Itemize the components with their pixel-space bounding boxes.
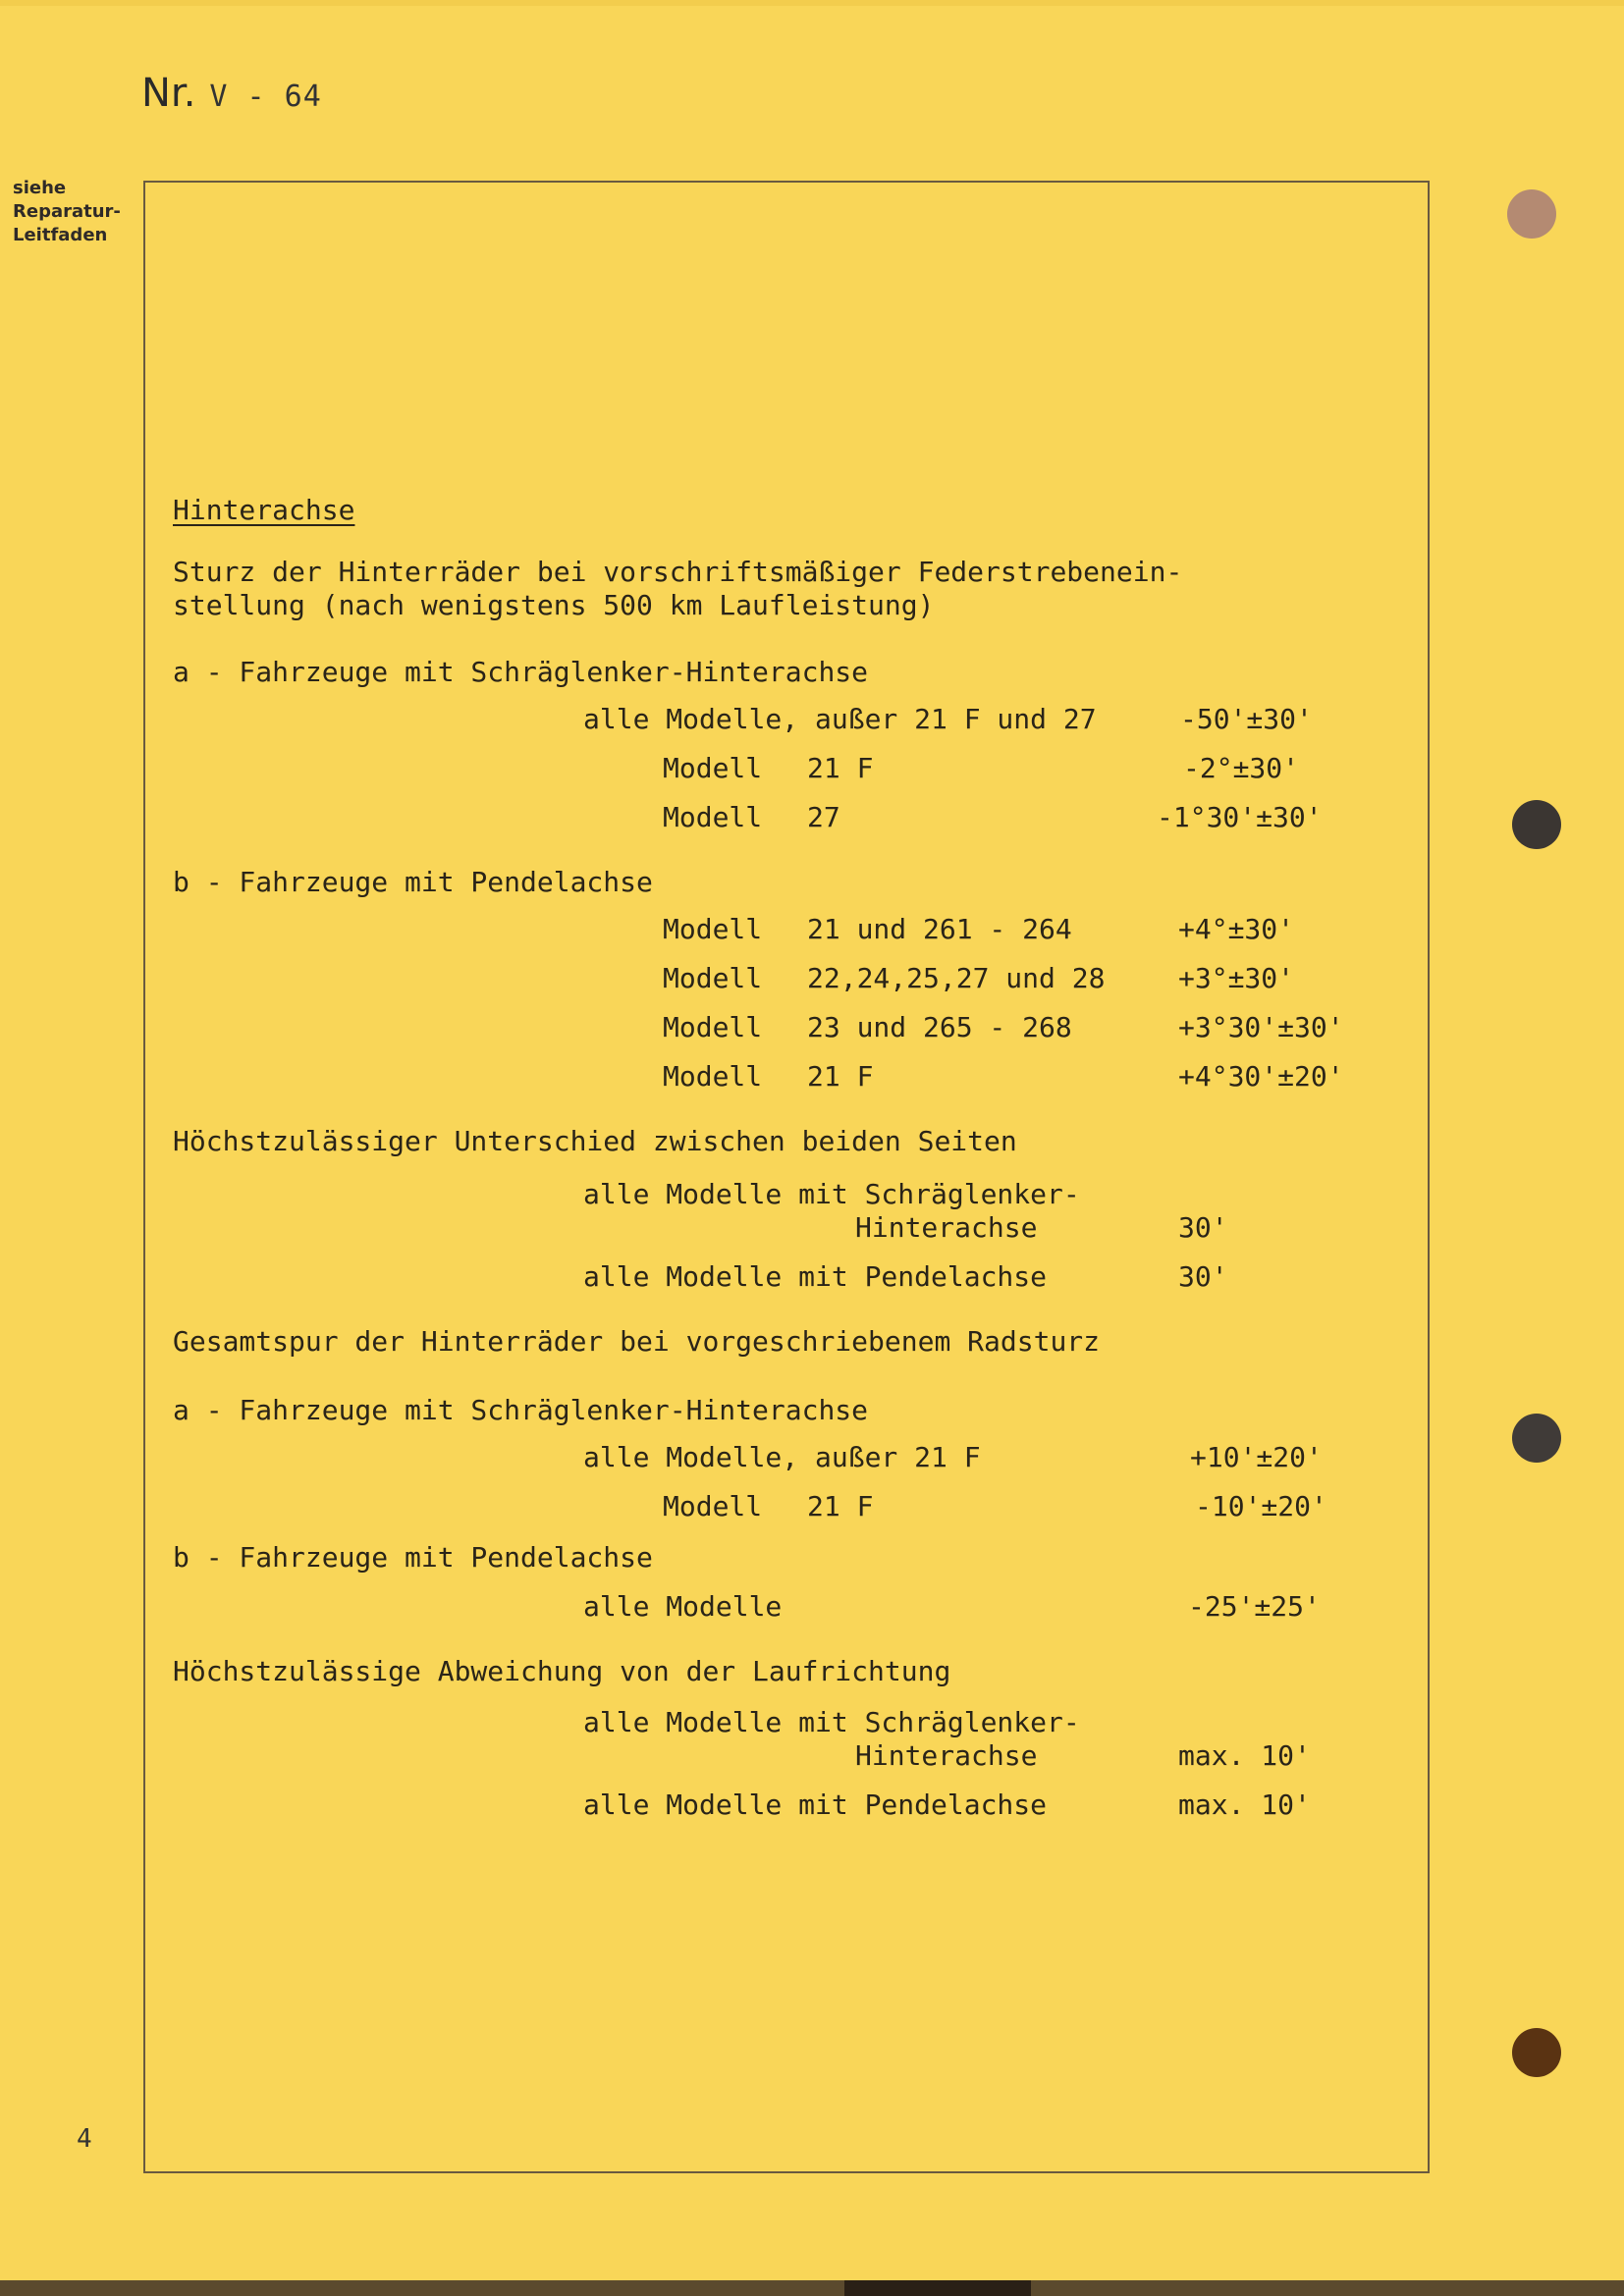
toe-a-row1-value: +10'±20': [1190, 1441, 1323, 1473]
toe-a-title: a - Fahrzeuge mit Schräglenker-Hinterachse: [173, 1394, 869, 1426]
model-label: Modell: [663, 962, 763, 994]
diff-title: Höchstzulässiger Unterschied zwischen beiden Seiten: [173, 1125, 1017, 1157]
punch-hole: [1512, 800, 1561, 849]
deviation-title: Höchstzulässige Abweichung von der Laufrichtung: [173, 1655, 951, 1687]
deviation-row1-line1: alle Modelle mit Schräglenker-: [583, 1706, 1080, 1738]
page-number: 4: [77, 2124, 92, 2154]
toe-b-row1-label: alle Modelle: [583, 1590, 783, 1623]
toe-a-row2-value: -10'±20': [1195, 1490, 1327, 1522]
model-number: 23 und 265 - 268: [807, 1011, 1072, 1043]
document-number-value: V - 64: [209, 80, 322, 114]
model-label: Modell: [663, 1490, 763, 1522]
camber-b-value: +4°30'±20': [1178, 1060, 1344, 1093]
camber-a-title: a - Fahrzeuge mit Schräglenker-Hinterachse: [173, 656, 869, 688]
punch-hole: [1512, 2028, 1561, 2077]
side-note: [13, 177, 140, 247]
document-number-label: Nr.: [141, 71, 196, 116]
toe-b-row1-value: -25'±25': [1188, 1590, 1321, 1623]
page-bottom-edge: [0, 2280, 1624, 2296]
page-top-edge: [0, 0, 1624, 6]
toe-a-row1-label: alle Modelle, außer 21 F: [583, 1441, 981, 1473]
camber-intro-line-2: stellung (nach wenigstens 500 km Laufleistung): [173, 589, 935, 621]
camber-a-21f-value: -2°±30': [1183, 752, 1300, 784]
model-label: Modell: [663, 1060, 763, 1093]
camber-b-value: +3°30'±30': [1178, 1011, 1344, 1043]
model-label: Modell: [663, 1011, 763, 1043]
model-number: 21 F: [807, 1490, 874, 1522]
camber-a-27-value: -1°30'±30': [1157, 801, 1323, 833]
camber-a-all-label: alle Modelle, außer 21 F und 27: [583, 703, 1097, 735]
model-number: 22,24,25,27 und 28: [807, 962, 1106, 994]
side-note-line: Reparatur-: [13, 201, 121, 222]
diff-row1-line1: alle Modelle mit Schräglenker-: [583, 1178, 1080, 1210]
model-label: Modell: [663, 752, 763, 784]
deviation-row1-line2: Hinterachse: [855, 1739, 1038, 1772]
content-frame: [143, 181, 1430, 2173]
document-number: [141, 71, 322, 116]
camber-a-all-value: -50'±30': [1180, 703, 1313, 735]
camber-intro-line-1: Sturz der Hinterräder bei vorschriftsmäßiger Federstrebenein-: [173, 556, 1183, 588]
model-number: 27: [807, 801, 840, 833]
camber-b-title: b - Fahrzeuge mit Pendelachse: [173, 866, 653, 898]
model-label: Modell: [663, 913, 763, 945]
diff-row2-value: 30': [1178, 1260, 1228, 1293]
diff-row1-line2: Hinterachse: [855, 1211, 1038, 1244]
side-note-line: Leitfaden: [13, 225, 108, 245]
camber-b-value: +3°±30': [1178, 962, 1295, 994]
toe-b-title: b - Fahrzeuge mit Pendelachse: [173, 1541, 653, 1574]
punch-hole: [1507, 189, 1556, 239]
toe-title: Gesamtspur der Hinterräder bei vorgeschriebenem Radsturz: [173, 1325, 1101, 1358]
punch-hole: [1512, 1414, 1561, 1463]
camber-b-value: +4°±30': [1178, 913, 1295, 945]
model-number: 21 F: [807, 752, 874, 784]
deviation-row1-value: max. 10': [1178, 1739, 1311, 1772]
diff-row1-value: 30': [1178, 1211, 1228, 1244]
diff-row2-label: alle Modelle mit Pendelachse: [583, 1260, 1048, 1293]
model-number: 21 F: [807, 1060, 874, 1093]
model-label: Modell: [663, 801, 763, 833]
deviation-row2-value: max. 10': [1178, 1789, 1311, 1821]
deviation-row2-label: alle Modelle mit Pendelachse: [583, 1789, 1048, 1821]
side-note-line: siehe: [13, 178, 67, 198]
section-heading: Hinterachse: [173, 494, 355, 526]
model-number: 21 und 261 - 264: [807, 913, 1072, 945]
